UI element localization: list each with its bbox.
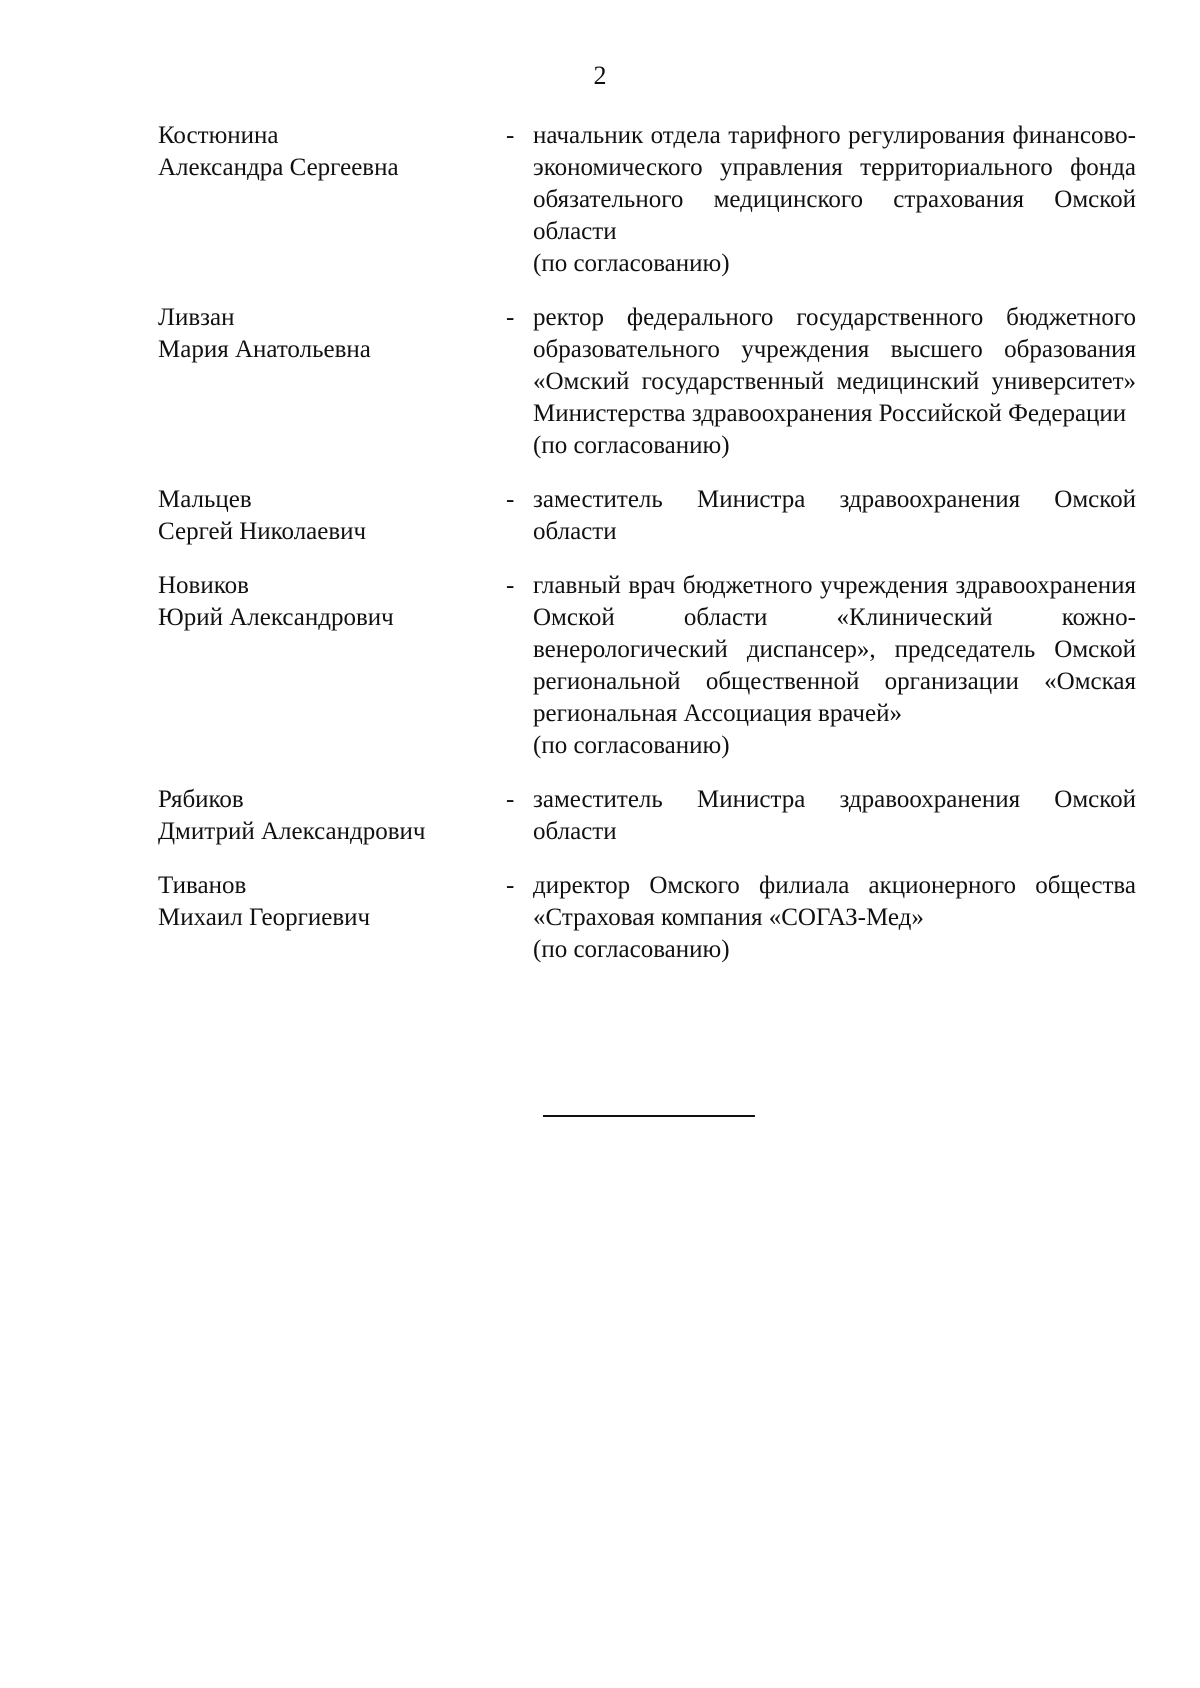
member-given-names: Михаил Георгиевич [158, 904, 371, 931]
member-surname: Мальцев [158, 486, 252, 513]
position-text: главный врач бюджетного учреждения здравоохранения Омской области «Клинический кожно-венерологический диспансер», председатель Омской региональной общественной организации «Омская региональная Ассоциация врачей» [533, 572, 1136, 727]
member-surname: Новиков [158, 572, 249, 599]
member-given-names: Юрий Александрович [158, 604, 394, 631]
member-entry [158, 784, 1136, 848]
member-name [158, 484, 503, 548]
member-given-names: Сергей Николаевич [158, 518, 367, 545]
member-name [158, 120, 503, 184]
member-given-names: Мария Анатольевна [158, 336, 371, 363]
separator-dash: - [506, 304, 515, 331]
member-entry [158, 570, 1136, 762]
separator-dash: - [506, 486, 515, 513]
members-list [158, 120, 1136, 988]
position-text: начальник отдела тарифного регулирования финансово-экономического управления территориального фонда обязательного медицинского страхования Омской области [533, 122, 1136, 245]
position-text: заместитель Министра здравоохранения Омской области [533, 486, 1136, 545]
member-name [158, 784, 503, 848]
member-surname: Костюнина [158, 122, 279, 149]
member-surname: Тиванов [158, 872, 247, 899]
approval-note: (по согласованию) [533, 936, 730, 963]
separator-dash: - [506, 872, 515, 899]
member-entry [158, 870, 1136, 966]
member-position [533, 120, 1136, 280]
approval-note: (по согласованию) [533, 250, 730, 277]
member-position [533, 570, 1136, 762]
member-name [158, 302, 503, 366]
member-entry [158, 120, 1136, 280]
position-text: директор Омского филиала акционерного общества «Страховая компания «СОГАЗ-Мед» [533, 872, 1136, 931]
approval-note: (по согласованию) [533, 432, 730, 459]
member-given-names: Александра Сергеевна [158, 154, 399, 181]
member-surname: Рябиков [158, 786, 244, 813]
position-text: ректор федерального государственного бюджетного образовательного учреждения высшего образования «Омский государственный медицинский университет» Министерства здравоохранения Российской Федерации [533, 304, 1136, 427]
separator-dash: - [506, 786, 515, 813]
page-number: 2 [593, 61, 607, 90]
member-entry [158, 484, 1136, 548]
member-surname: Ливзан [158, 304, 235, 331]
member-position [533, 784, 1136, 848]
closing-rule [543, 1115, 755, 1117]
member-given-names: Дмитрий Александрович [158, 818, 426, 845]
member-position [533, 484, 1136, 548]
member-entry [158, 302, 1136, 462]
member-position [533, 870, 1136, 966]
separator-dash: - [506, 572, 515, 599]
approval-note: (по согласованию) [533, 732, 730, 759]
member-position [533, 302, 1136, 462]
member-name [158, 570, 503, 634]
position-text: заместитель Министра здравоохранения Омской области [533, 786, 1136, 845]
separator-dash: - [506, 122, 515, 149]
member-name [158, 870, 503, 934]
